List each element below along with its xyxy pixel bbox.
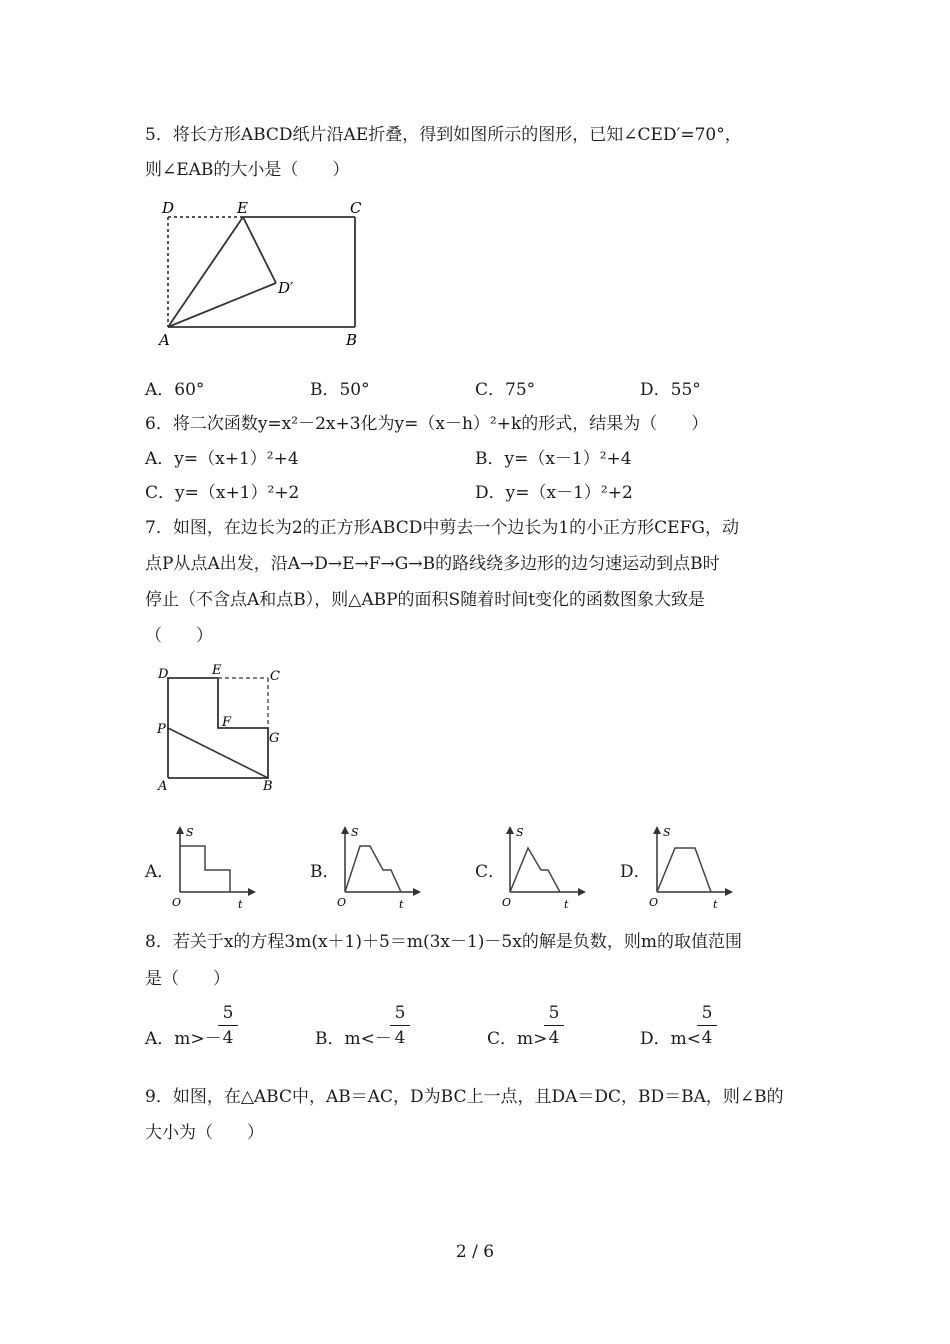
q5-option-b: B．50° xyxy=(310,380,370,400)
q7-segment-PB xyxy=(168,728,268,778)
q5-stem-line2: 则∠EAB的大小是（ ） xyxy=(145,160,350,180)
q6-option-a: A．y=（x+1）²+4 xyxy=(145,449,299,469)
q7-graph-d-t: t xyxy=(713,898,718,911)
q5-option-d: D．55° xyxy=(640,380,701,400)
q8-option-d: D．m< xyxy=(640,1029,701,1049)
q7-graph-b-s: S xyxy=(351,826,359,839)
q5-label-A: A xyxy=(159,331,170,349)
page-number: 2 / 6 xyxy=(455,1242,495,1262)
q6-stem: 6．将二次函数y=x²－2x+3化为y=（x－h）²+k的形式，结果为（ ） xyxy=(145,414,709,434)
q8-option-b-fraction xyxy=(390,1003,410,1048)
q7-graph-b-t: t xyxy=(399,898,404,911)
q5-edge-AE xyxy=(168,217,243,327)
q8-option-d-num: 5 xyxy=(701,1003,713,1023)
q5-stem-line1: 5．将长方形ABCD纸片沿AE折叠，得到如图所示的图形，已知∠CED′=70°， xyxy=(145,125,742,145)
q7-graph-d-s: S xyxy=(663,826,671,839)
q5-label-D: D xyxy=(162,199,175,217)
q7-option-b-label: B． xyxy=(310,862,340,882)
q7-stem-line4: （ ） xyxy=(145,626,213,646)
q7-graph-b-o: O xyxy=(337,896,347,909)
q5-edge-DA xyxy=(168,283,276,327)
q7-stem-line1: 7．如图，在边长为2的正方形ABCD中剪去一个边长为1的小正方形CEFG，动 xyxy=(145,518,739,538)
q7-label-G: G xyxy=(269,731,280,746)
q6-option-d: D．y=（x－1）²+2 xyxy=(475,483,633,503)
q7-graph-c xyxy=(498,822,588,912)
q8-option-d-fraction xyxy=(697,1003,717,1048)
q8-option-a-den: 4 xyxy=(222,1028,234,1048)
q8-option-d-den: 4 xyxy=(701,1028,713,1048)
q7-graph-a xyxy=(168,822,258,912)
q5-option-c: C．75° xyxy=(475,380,536,400)
q7-graph-b-curve xyxy=(345,846,401,892)
q5-label-B: B xyxy=(346,331,358,349)
q7-graph-a-o: O xyxy=(172,896,182,909)
q8-option-b-den: 4 xyxy=(394,1028,406,1048)
q7-graph-c-o: O xyxy=(502,896,512,909)
q8-option-a-fraction xyxy=(218,1003,238,1048)
q7-graph-d-curve xyxy=(657,848,711,892)
q7-option-a-label: A． xyxy=(145,862,175,882)
q8-option-c-fraction xyxy=(544,1003,564,1048)
q5-label-C: C xyxy=(350,199,362,217)
q8-option-b-num: 5 xyxy=(394,1003,406,1023)
q5-option-a: A．60° xyxy=(145,380,205,400)
q9-stem-line1: 9．如图，在△ABC中，AB＝AC，D为BC上一点，且DA＝DC，BD＝BA，则∠B的 xyxy=(145,1087,784,1107)
q7-label-A: A xyxy=(158,779,168,794)
q7-label-B: B xyxy=(263,779,273,794)
q8-stem-line1: 8．若关于x的方程3m(x＋1)＋5＝m(3x－1)－5x的解是负数，则m的取值范围 xyxy=(145,932,742,952)
q5-figure xyxy=(150,195,380,355)
q8-option-c: C．m> xyxy=(487,1029,548,1049)
q5-label-E: E xyxy=(237,199,248,217)
q5-label-Dprime: D′ xyxy=(278,279,294,297)
q8-option-b: B．m<－ xyxy=(315,1029,392,1049)
q7-graph-a-curve xyxy=(180,846,230,892)
q7-stem-line2: 点P从点A出发，沿A→D→E→F→G→B的路线绕多边形的边匀速运动到点B时 xyxy=(145,554,720,574)
q8-option-c-num: 5 xyxy=(548,1003,560,1023)
q5-edge-ED xyxy=(243,217,276,283)
q7-graph-d xyxy=(645,822,735,912)
q7-graph-c-curve xyxy=(510,848,560,892)
q7-graph-b xyxy=(333,822,423,912)
q8-option-c-den: 4 xyxy=(548,1028,560,1048)
q6-option-b: B．y=（x－1）²+4 xyxy=(475,449,632,469)
q7-figure xyxy=(150,660,300,795)
q8-stem-line2: 是（ ） xyxy=(145,969,230,989)
q7-option-d-label: D． xyxy=(620,862,651,882)
q7-graph-a-t: t xyxy=(238,898,243,911)
q7-graph-a-s: S xyxy=(186,826,194,839)
q7-graph-c-s: S xyxy=(516,826,524,839)
q8-option-a: A．m>－ xyxy=(145,1029,222,1049)
q7-label-D: D xyxy=(158,667,169,682)
q8-option-a-num: 5 xyxy=(222,1003,234,1023)
q7-graph-d-o: O xyxy=(649,896,659,909)
q7-polygon xyxy=(168,678,268,778)
q7-stem-line3: 停止（不含点A和点B），则△ABP的面积S随着时间t变化的函数图象大致是 xyxy=(145,590,706,610)
q7-label-E: E xyxy=(212,663,222,678)
q7-option-c-label: C． xyxy=(475,862,506,882)
q7-label-F: F xyxy=(222,715,232,730)
q9-stem-line2: 大小为（ ） xyxy=(145,1123,264,1143)
q6-option-c: C．y=（x+1）²+2 xyxy=(145,483,300,503)
q7-label-P: P xyxy=(157,722,166,737)
q7-graph-c-t: t xyxy=(564,898,569,911)
q7-label-C: C xyxy=(270,669,280,684)
